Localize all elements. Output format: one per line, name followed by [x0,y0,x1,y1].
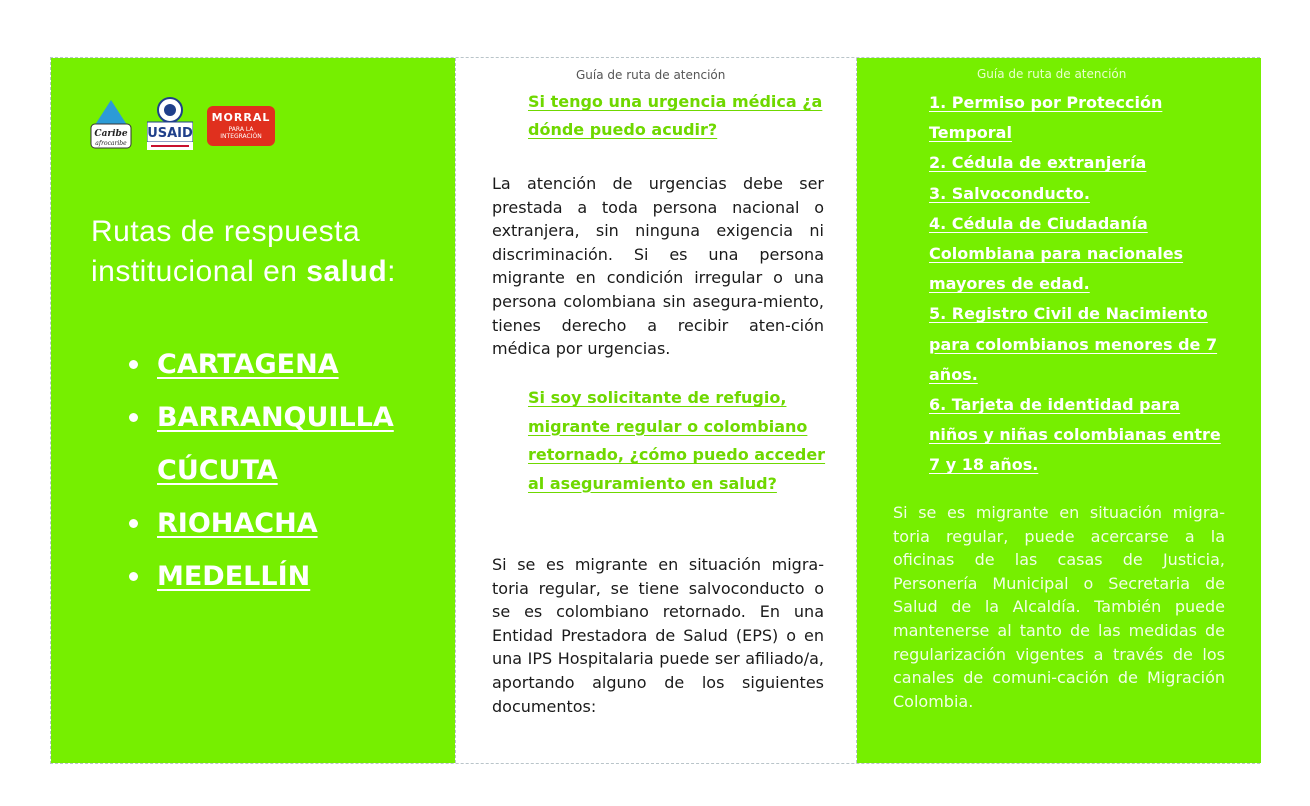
document-item: 3. Salvoconducto. [929,183,1090,203]
document-item: 5. Registro Civil de Nacimiento para colombianos menores de 7 años. [929,304,1218,384]
document-item: 1. Permiso por Protección Temporal [929,93,1163,143]
middle-panel [455,58,857,763]
usaid-logo [147,96,193,152]
cover-title-text: Rutas de respuesta institucional en [91,215,361,288]
morral-logo-subtitle: PARA LA INTEGRACIÓN [220,126,262,140]
city-name: BARRANQUILLA [157,402,394,433]
svg-text:USAID: USAID [147,126,193,141]
city-name: RIOHACHA [157,508,318,539]
cover-title [91,212,441,292]
question-insurance: Si soy solicitante de refugio, migrante regular o colombiano retornado, ¿cómo puedo acceder al aseguramiento en salud? [528,388,826,493]
city-name: CÚCUTA [157,455,278,486]
right-panel [857,58,1261,763]
insurance-paragraph: Si se es migrante en situación migra-toria regular, se tiene salvoconducto o se es colombiano retornado. En una Entidad Prestadora de Salud (EPS) o en una IPS Hospitalaria puede ser afiliado/a, aportando alguno de los siguientes documentos: [492,555,824,716]
question-urgency: Si tengo una urgencia médica ¿a dónde puedo acudir? [528,92,823,139]
bullet-icon [129,519,138,528]
city-item [129,338,394,391]
cover-panel [51,58,455,763]
svg-text:afrocaribe: afrocaribe [95,140,127,147]
bullet-icon [129,413,138,422]
morral-logo [207,106,275,146]
bullet-icon [129,360,138,369]
caribe-afro-logo [89,98,133,150]
city-list [129,338,394,603]
city-item [129,391,394,444]
regularization-paragraph: Si se es migrante en situación migra-toria regular, puede acercarse a la oficinas de las casas de Justicia, Personería Municipal o Secretaria de Salud de la Alcaldía. También puede mantenerse al tanto de las medidas de regularización vigentes a través de los canales de comuni-cación de Migración Colombia. [893,503,1225,711]
document-item: 4. Cédula de Ciudadanía Colombiana para nacionales mayores de edad. [929,213,1184,294]
cover-title-colon: : [387,255,396,288]
guide-label: Guía de ruta de atención [576,68,726,82]
document-list [929,88,1229,481]
cover-title-bold: salud [306,255,388,288]
svg-text:Caribe: Caribe [94,129,128,139]
city-item [129,550,394,603]
bullet-icon [129,572,138,581]
city-item [129,444,394,497]
city-name: MEDELLÍN [157,561,311,592]
morral-logo-title: MORRAL [211,111,271,124]
document-item: 2. Cédula de extranjería [929,153,1147,173]
urgency-paragraph: La atención de urgencias debe ser prestada a toda persona nacional o extranjera, sin ninguna exigencia ni discriminación. Si es una persona migrante en condición irregular o una persona colombiana sin asegura-miento, tienes derecho a recibir aten-ción médica por urgencias. [492,174,824,359]
city-name: CARTAGENA [157,349,339,380]
city-item [129,497,394,550]
guide-label-right: Guía de ruta de atención [977,67,1127,81]
document-item: 6. Tarjeta de identidad para niños y niñas colombianas entre 7 y 18 años. [929,395,1221,475]
brochure [50,57,1260,764]
